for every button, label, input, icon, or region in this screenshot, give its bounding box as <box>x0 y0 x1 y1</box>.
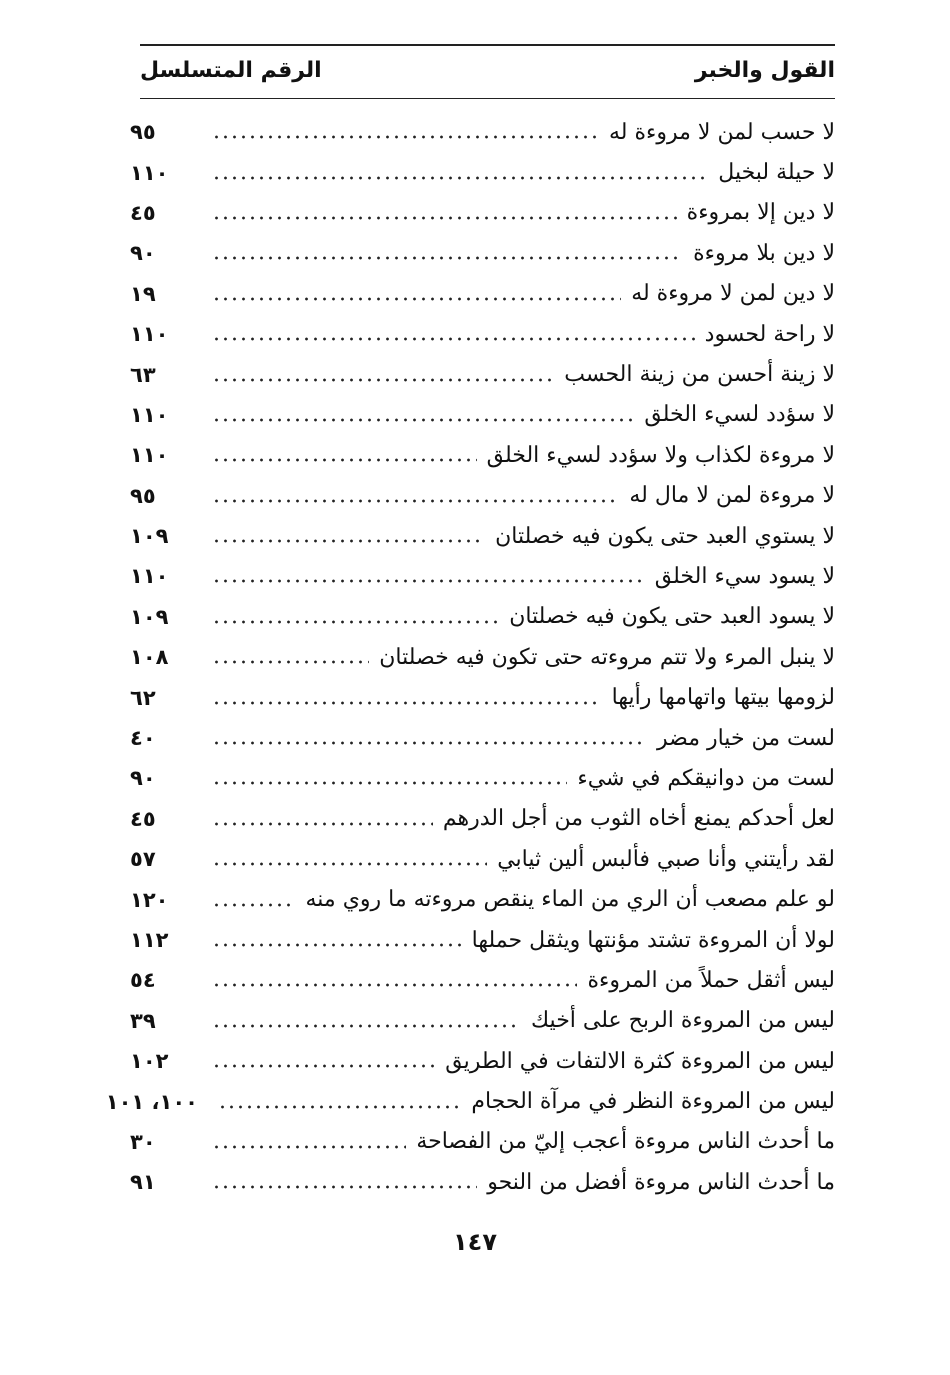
leader-dots <box>212 293 621 305</box>
leader-dots <box>212 777 567 789</box>
page-number: ١٤٧ <box>453 1228 497 1256</box>
entry-text: لا مروءة لمن لا مال له <box>629 483 835 509</box>
index-entry <box>130 718 835 758</box>
entry-text: ليس من المروءة النظر في مرآة الحجام <box>471 1089 835 1115</box>
entry-number: ١٠٩ <box>130 524 169 549</box>
leader-dots <box>212 212 677 224</box>
index-entry <box>130 1122 835 1162</box>
leader-dots <box>212 535 485 547</box>
leader-dots <box>212 818 433 830</box>
entry-text: لا حسب لمن لا مروءة له <box>609 119 835 145</box>
entry-number: ١٢٠ <box>130 887 169 912</box>
entry-number: ١٠٩ <box>130 604 169 629</box>
index-entry <box>130 516 835 556</box>
entry-number: ٣٠ <box>130 1129 156 1154</box>
entry-text: لا دين لمن لا مروءة له <box>631 281 835 307</box>
leader-dots <box>212 172 708 184</box>
leader-dots <box>212 899 295 911</box>
entry-text: لا يسود العبد حتى يكون فيه خصلتان <box>509 604 835 630</box>
index-entry <box>130 1162 835 1202</box>
entry-text: ما أحدث الناس مروءة أعجب إليّ من الفصاحة <box>416 1129 835 1155</box>
leader-dots <box>212 131 599 143</box>
entry-number: ٩٠ <box>130 241 156 266</box>
leader-dots <box>212 858 487 870</box>
entry-text: لقد رأيتني وأنا صبي فألبس ألين ثيابي <box>497 846 835 872</box>
entry-number: ٤٥ <box>130 200 156 225</box>
index-entry <box>130 354 835 394</box>
entry-text: ليس أثقل حملاً من المروءة <box>587 967 835 993</box>
index-entry <box>130 233 835 273</box>
entry-number: ٦٣ <box>130 362 156 387</box>
top-rule <box>140 44 835 46</box>
entry-text: لا يسود سيء الخلق <box>654 563 835 589</box>
index-entry <box>130 677 835 717</box>
entry-number: ١١٠ <box>130 160 169 185</box>
entry-text: لا دين بلا مروءة <box>693 240 835 266</box>
column-header <box>140 58 835 94</box>
entry-number: ١١٢ <box>130 928 169 952</box>
entry-text: لا راحة لحسود <box>704 321 835 347</box>
index-entry <box>130 758 835 798</box>
leader-dots <box>212 737 647 749</box>
index-entry <box>130 960 835 1000</box>
entry-number: ٥٧ <box>130 847 156 872</box>
leader-dots <box>212 697 602 709</box>
entry-text: لا مروءة لكذاب ولا سؤدد لسيء الخلق <box>486 442 835 468</box>
index-entry <box>130 556 835 596</box>
entry-number: ١١٠ <box>130 564 169 589</box>
leader-dots <box>212 1181 477 1193</box>
index-entry <box>130 1001 835 1041</box>
leader-dots <box>212 1020 521 1032</box>
index-entry <box>130 839 835 879</box>
entry-number: ١٠٨ <box>130 645 169 670</box>
index-entries <box>105 112 835 1203</box>
header-saying-column: القول والخبر <box>694 58 835 83</box>
index-entry <box>130 112 835 152</box>
entry-text: لا دين إلا بمروءة <box>686 200 835 226</box>
leader-dots <box>212 656 369 668</box>
index-entry <box>130 476 835 516</box>
leader-dots <box>212 575 645 587</box>
leader-dots <box>212 374 554 386</box>
leader-dots <box>212 495 619 507</box>
index-entry <box>130 314 835 354</box>
entry-number: ٤٠ <box>130 726 156 751</box>
leader-dots <box>212 1060 435 1072</box>
index-entry <box>105 1081 835 1121</box>
entry-text: لا زينة أحسن من زينة الحسب <box>564 362 835 388</box>
index-entry <box>130 1041 835 1081</box>
entry-text: لا حيلة لبخيل <box>718 160 835 186</box>
entry-text: لا ينبل المرء ولا تتم مروءته حتى تكون فيه خصلتان <box>379 644 835 670</box>
leader-dots <box>218 1101 461 1113</box>
entry-text: لعل أحدكم يمنع أخاه الثوب من أجل الدرهم <box>442 806 835 832</box>
index-entry <box>130 435 835 475</box>
entry-number: ١١٠ <box>130 322 169 347</box>
entry-text: لزومها بيتها واتهامها رأيها <box>611 685 835 711</box>
leader-dots <box>212 616 499 628</box>
index-entry <box>130 274 835 314</box>
index-entry <box>130 193 835 233</box>
index-entry <box>130 879 835 919</box>
index-entry <box>130 920 835 960</box>
entry-number: ١٠٢ <box>130 1049 169 1074</box>
entry-number: ٤٥ <box>130 806 156 831</box>
leader-dots <box>212 333 695 345</box>
entry-number: ٣٩ <box>130 1008 156 1033</box>
entry-number: ١٠٠، ١٠١ <box>105 1089 198 1114</box>
index-entry <box>130 799 835 839</box>
entry-number: ٩١ <box>130 1170 156 1195</box>
entry-text: ما أحدث الناس مروءة أفضل من النحو <box>487 1169 835 1195</box>
entry-text: لولا أن المروءة تشتد مؤنتها ويثقل حملها <box>471 927 835 953</box>
leader-dots <box>212 1141 406 1153</box>
entry-text: لو علم مصعب أن الري من الماء ينقص مروءته ما روي منه <box>305 887 835 913</box>
entry-number: ١١٠ <box>130 443 169 468</box>
index-entry <box>130 637 835 677</box>
entry-text: ليس من المروءة الربح على أخيك <box>531 1008 835 1034</box>
entry-number: ١١٠ <box>130 402 169 427</box>
header-number-column: الرقم المتسلسل <box>140 58 322 83</box>
index-entry <box>130 597 835 637</box>
entry-number: ٥٤ <box>130 968 156 993</box>
leader-dots <box>212 939 462 951</box>
entry-number: ٩٠ <box>130 766 156 791</box>
leader-dots <box>212 252 683 264</box>
leader-dots <box>212 414 634 426</box>
entry-text: لست من خيار مضر <box>656 725 835 751</box>
entry-text: ليس من المروءة كثرة الالتفات في الطريق <box>445 1048 835 1074</box>
index-entry <box>130 395 835 435</box>
header-rule <box>140 98 835 99</box>
entry-number: ١٩ <box>130 281 156 306</box>
entry-text: لا يستوي العبد حتى يكون فيه خصلتان <box>495 523 835 549</box>
entry-number: ٦٢ <box>130 685 156 710</box>
index-entry <box>130 152 835 192</box>
entry-text: لست من دوانيقكم في شيء <box>577 765 835 791</box>
entry-number: ٩٥ <box>130 483 156 508</box>
entry-number: ٩٥ <box>130 120 156 145</box>
entry-text: لا سؤدد لسيء الخلق <box>644 402 835 428</box>
leader-dots <box>212 454 477 466</box>
leader-dots <box>212 979 577 991</box>
